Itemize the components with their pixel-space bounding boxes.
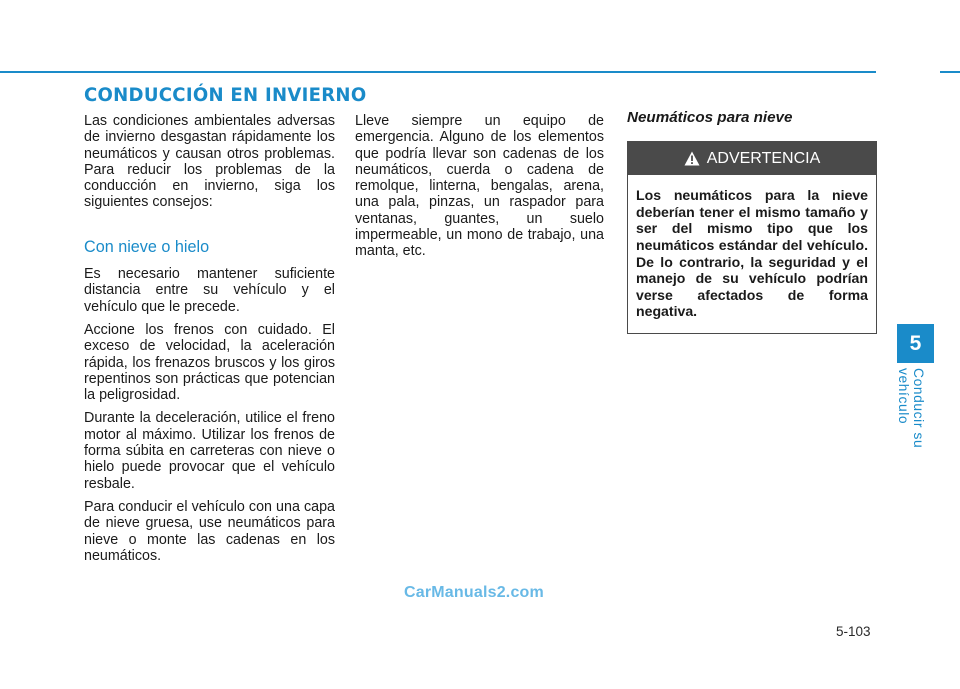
snow-tires-heading: Neumáticos para nieve — [627, 109, 793, 126]
page-number: 5-103 — [836, 624, 871, 639]
paragraph: Accione los frenos con cuidado. El exceso de velocidad, la aceleración rápida, los frenazos bruscos y los giros repentinos son prácticas que potencian la peligrosidad. — [84, 321, 335, 404]
watermark: CarManuals2.com — [404, 584, 544, 601]
warning-header — [628, 142, 876, 175]
intro-paragraph: Las condiciones ambientales adversas de invierno desgastan rápidamente los neumáticos y causan otros problemas. Para reducir los problemas de la conducción en invierno, siga los siguientes consejos: — [84, 113, 335, 211]
subheading-snow-ice: Con nieve o hielo — [84, 237, 210, 256]
paragraph: Para conducir el vehículo con una capa de nieve gruesa, use neumáticos para nieve o monte las cadenas en los neumáticos. — [84, 498, 335, 564]
column-2 — [355, 113, 604, 267]
chapter-number-tab: 5 — [897, 324, 934, 363]
warning-label: ADVERTENCIA — [706, 149, 821, 167]
emergency-kit-paragraph: Lleve siempre un equipo de emergencia. Alguno de los elementos que podría llevar son cadenas de los neumáticos, cuerda o cadena de remolque, linterna, bengalas, arena, una pala, pinzas, un raspador para ventanas, guantes, un suelo impermeable, un mono de trabajo, una manta, etc. — [355, 113, 604, 260]
section-title: CONDUCCIÓN EN INVIERNO — [84, 84, 367, 106]
warning-text: Los neumáticos para la nieve deberían tener el mismo tamaño y ser del mismo tipo que los neumáticos estándar del vehículo. De lo contrario, la seguridad y el manejo de su vehículo podrían verse afectados de forma negativa. — [636, 187, 868, 320]
header-rule — [0, 71, 876, 73]
chapter-label: Conducir su vehículo — [896, 368, 926, 449]
header-rule-right — [940, 71, 960, 73]
column-1 — [84, 113, 335, 571]
warning-triangle-icon — [684, 151, 700, 166]
paragraph: Es necesario mantener suficiente distancia entre su vehículo y el vehículo que le precede. — [84, 266, 335, 315]
warning-box — [627, 141, 877, 334]
paragraph: Durante la deceleración, utilice el freno motor al máximo. Utilizar los frenos de forma súbita en carreteras con nieve o hielo puede provocar que el vehículo resbale. — [84, 410, 335, 492]
column-3 — [627, 110, 877, 334]
